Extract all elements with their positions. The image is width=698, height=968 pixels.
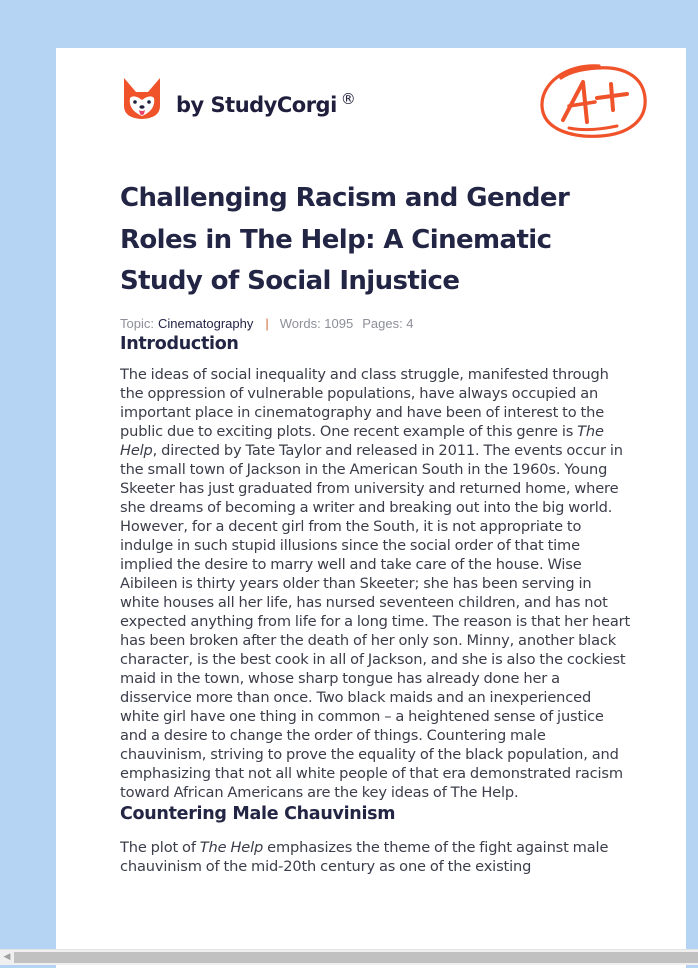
page-count: Pages: 4 [362, 315, 414, 331]
paragraph-countering-male-chauvinism: The plot of The Help emphasizes the theme of the fight against male chauvinism of the mid-20th century as one of the existing [120, 838, 609, 875]
article [120, 178, 632, 876]
word-count: Words: 1095 [279, 315, 354, 331]
topic-link[interactable]: Cinematography [157, 315, 254, 331]
horizontal-scrollbar[interactable] [0, 949, 698, 965]
film-title-italic: The Help [120, 422, 604, 459]
film-title-italic: The Help [199, 838, 264, 856]
document-page [56, 48, 686, 968]
grade-badge-a-plus [539, 60, 649, 146]
article-title: Challenging Racism and Gender Roles in The Help: A Cinematic Study of Social Injustice [120, 183, 570, 296]
article-meta [120, 316, 632, 331]
studycorgi-logo[interactable] [122, 76, 355, 120]
meta-separator: | [265, 315, 269, 331]
scrollbar-thumb[interactable] [14, 952, 698, 963]
section-heading-countering-male-chauvinism: Countering Male Chauvinism [120, 803, 396, 824]
scroll-left-arrow-icon[interactable]: ◀ [3, 952, 11, 962]
logo-text: by StudyCorgi ® [176, 90, 356, 117]
page-header [56, 48, 686, 158]
topic-label: Topic: [120, 315, 154, 331]
registered-mark: ® [340, 90, 356, 108]
paragraph-introduction: The ideas of social inequality and class struggle, manifested through the oppression of vulnerable populations, have always occupied an important place in cinematography and have been of interest to the public due to exciting plots. One recent example of this genre is The Help, directed by Tate Taylor and released in 2011. The events occur in the small town of Jackson in the American South in the 1960s. Young Skeeter has just graduated from university and returned home, where she dreams of becoming a writer and breaking out into the big world. However, for a decent girl from the South, it is not appropriate to indulge in such stupid illusions since the social order of that time implied the desire to marry well and take care of the house. Wise Aibileen is thirty years older than Skeeter; she has been serving in white houses all her life, has nursed seventeen children, and has not expected anything from life for a long time. The reason is that her heart has been broken after the death of her only son. Minny, another black character, is the best cook in all of Jackson, and she is also the cockiest maid in the town, whose sharp tongue has already done her a disservice more than once. Two black maids and an inexperienced white girl have one thing in common – a heightened sense of justice and a desire to change the order of things. Countering male chauvinism, striving to prove the equality of the black population, and emphasizing that not all white people of that era demonstrated racism toward African Americans are the key ideas of The Help. [120, 365, 631, 801]
corgi-icon [122, 76, 162, 120]
section-heading-introduction: Introduction [120, 333, 239, 354]
